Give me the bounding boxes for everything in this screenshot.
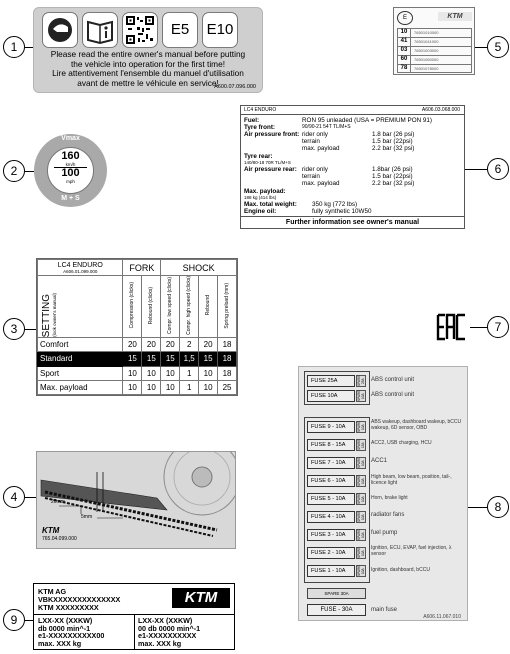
table-cell: 10 bbox=[142, 366, 161, 380]
label-footer: Further information see owner's manual bbox=[241, 216, 464, 228]
engine-oil-label: Engine oil: bbox=[244, 208, 277, 215]
fuse-6: FUSE 6 - 10A bbox=[307, 475, 355, 487]
vmax-title: Vmax bbox=[61, 135, 80, 142]
fuse-description: High beam, low beam, position, tail-, licence light bbox=[371, 474, 452, 486]
table-cell: 15 bbox=[123, 352, 142, 366]
setting-table bbox=[37, 259, 237, 395]
table-cell: 10 bbox=[199, 366, 218, 380]
label-part-number: A606.03.068.000 bbox=[421, 107, 460, 113]
spare-fuse: SPARE 10A bbox=[357, 421, 365, 432]
list-item: 60 76501060000 bbox=[397, 55, 472, 64]
warning-line: the vehicle into operation for the first time! bbox=[70, 58, 226, 69]
table-cell: 20 bbox=[161, 338, 180, 352]
tyre-front-value: 90/90-21 54T TL/M+S bbox=[302, 124, 351, 130]
spare-fuse: SPARE 15A bbox=[357, 439, 365, 450]
table-cell: 10 bbox=[142, 380, 161, 394]
list-item: 41 76501041000 bbox=[397, 37, 472, 46]
mph-unit: mph bbox=[66, 179, 75, 184]
mud-snow-marking: M + S bbox=[61, 195, 80, 202]
plate-line: LXX-XX (XXKW) bbox=[38, 616, 93, 625]
fuse-description: radiator fans bbox=[371, 512, 405, 518]
warning-line: Please read the entire owner's manual before putting bbox=[50, 49, 246, 59]
spare-main-fuse: SPARE 30A bbox=[307, 588, 366, 599]
table-cell: 20 bbox=[199, 338, 218, 352]
callout-3: 3 bbox=[3, 318, 25, 340]
warning-line: Lire attentivement l'ensemble du manuel d'utilisation bbox=[52, 68, 244, 78]
pressure-mode: rider only bbox=[302, 131, 328, 138]
callout-6: 6 bbox=[487, 158, 509, 180]
fuse-4: FUSE 4 - 10A bbox=[307, 511, 355, 523]
fuel-badge-e5: E5 bbox=[162, 12, 198, 48]
vehicle-identification-plate bbox=[33, 583, 235, 650]
fuse-2: FUSE 2 - 10A bbox=[307, 547, 355, 559]
table-cell: 1 bbox=[180, 366, 199, 380]
pressure-mode: max. payload bbox=[302, 180, 340, 187]
column-header: Rebound (clicks) bbox=[142, 276, 161, 338]
callout-1: 1 bbox=[3, 36, 25, 58]
type-approval-label bbox=[393, 7, 475, 75]
spare-fuse: SPARE 10A bbox=[357, 475, 365, 486]
fork-header: FORK bbox=[123, 260, 161, 276]
table-cell: 1,5 bbox=[180, 352, 199, 366]
label-header bbox=[241, 106, 464, 115]
vehicle-type: KTM XXXXXXXXX bbox=[38, 603, 99, 612]
pressure-mode: terrain bbox=[302, 173, 320, 180]
callout-7: 7 bbox=[487, 316, 509, 338]
table-cell: 10 bbox=[123, 380, 142, 394]
table-cell: 25 bbox=[218, 380, 237, 394]
model-title: LC4 ENDURO bbox=[57, 261, 103, 269]
suspension-setting-table bbox=[36, 258, 238, 396]
dimension-20mm: 20mm bbox=[51, 499, 65, 505]
leader-line bbox=[470, 327, 487, 328]
table-row-highlighted bbox=[38, 352, 237, 366]
fuse-description: ACC1 bbox=[371, 458, 388, 464]
kmh-unit: km/h bbox=[54, 162, 87, 168]
table-cell: 1 bbox=[180, 380, 199, 394]
table-row bbox=[38, 366, 237, 380]
spare-fuse: SPARE 10A bbox=[357, 547, 365, 558]
fuse-1: FUSE 1 - 10A bbox=[307, 565, 355, 577]
pressure-value: 1.5 bar (22psi) bbox=[372, 138, 413, 145]
eac-mark-icon bbox=[436, 313, 468, 341]
approval-rows bbox=[397, 28, 472, 73]
fuse-description: ACC2, USB charging, HCU bbox=[371, 440, 432, 446]
fuse-description: ABS wakeup, dashboard wakeup, bCCU wakeup, 6D sensor, OBD bbox=[371, 419, 462, 431]
fuse-description: ABS control unit bbox=[371, 392, 415, 398]
tyre-front-label: Tyre front: bbox=[244, 124, 276, 131]
max-payload-value: 188 kg (414 lbs) bbox=[244, 195, 277, 200]
label-part-number: A600.07.096.000 bbox=[214, 84, 256, 90]
leader-line bbox=[25, 171, 34, 172]
table-cell: 15 bbox=[142, 352, 161, 366]
leader-line bbox=[465, 169, 487, 170]
row-name: Max. payload bbox=[38, 380, 123, 394]
spare-fuse: SPARE 10A bbox=[357, 565, 365, 576]
swingarm-chain-illustration bbox=[37, 452, 235, 548]
fuse-9: FUSE 9 - 10A bbox=[307, 421, 355, 433]
row-name: Sport bbox=[38, 366, 123, 380]
setting-label-cell bbox=[38, 276, 123, 338]
table-cell: 10 bbox=[161, 380, 180, 394]
mph-value: 100 bbox=[61, 167, 80, 179]
table-cell: 10 bbox=[161, 366, 180, 380]
plate-line: db 0000 min^-1 bbox=[38, 623, 91, 633]
plate-line: max. XXX kg bbox=[138, 638, 182, 648]
column-header: Spring preload (mm) bbox=[218, 276, 237, 338]
fuel-value: RON 95 unleaded (USA = PREMIUM PON 91) bbox=[302, 117, 433, 124]
qr-code-icon bbox=[122, 12, 158, 48]
table-row bbox=[38, 380, 237, 394]
pressure-mode: max. payload bbox=[302, 145, 340, 152]
plate-line: max. XXX kg bbox=[38, 638, 82, 648]
table-cell: 2 bbox=[180, 338, 199, 352]
callout-8: 8 bbox=[487, 496, 509, 518]
fuse-7: FUSE 7 - 10A bbox=[307, 457, 355, 469]
fuse-description: fuel pump bbox=[371, 530, 398, 536]
plate-line: 00 db 0000 min^-1 bbox=[138, 623, 201, 633]
pressure-value: 1.8 bar (26 psi) bbox=[372, 131, 415, 138]
callout-2: 2 bbox=[3, 160, 25, 182]
pressure-mode: rider only bbox=[302, 166, 328, 173]
fuse-box-label bbox=[298, 366, 468, 621]
tyre-rear-label: Tyre rear: bbox=[244, 153, 273, 160]
tyre-rear-value: 140/80-18 70R TL/M+S bbox=[244, 160, 291, 165]
setting-label: SETTING bbox=[41, 293, 52, 337]
speed-inner-disc bbox=[47, 147, 94, 194]
pressure-value: 1.5 bar (22psi) bbox=[372, 173, 413, 180]
brand-logo: KTM bbox=[42, 526, 60, 535]
fuse-description: main fuse bbox=[371, 607, 398, 613]
column-header: Compr. low speed (clicks) bbox=[161, 276, 180, 338]
fuse-3: FUSE 3 - 10A bbox=[307, 529, 355, 541]
leader-line bbox=[25, 329, 36, 330]
leader-line bbox=[25, 620, 33, 621]
pressure-mode: terrain bbox=[302, 138, 320, 145]
table-part-number: A606.01.099.000 bbox=[63, 268, 98, 274]
brand-logo: KTM bbox=[438, 12, 472, 21]
plate-right-column bbox=[138, 617, 200, 647]
plate-line: e1-XXXXXXXXXX00 bbox=[38, 631, 105, 641]
manual-info-icon bbox=[82, 12, 118, 48]
fuse-description: Horn, brake light bbox=[371, 495, 408, 501]
plate-line: e1-XXXXXXXXXX bbox=[138, 631, 197, 641]
max-weight-value: 350 kg (772 lbs) bbox=[312, 201, 358, 208]
label-part-number: A606.11.067.010 bbox=[423, 614, 461, 620]
fuse-5: FUSE 5 - 10A bbox=[307, 493, 355, 505]
pressure-value: 2.2 bar (32 psi) bbox=[372, 145, 415, 152]
pressure-value: 1.8bar (26 psi) bbox=[372, 166, 413, 173]
setting-sub-label: (look owner's manual) bbox=[52, 293, 57, 337]
spare-fuse: SPARE 10A bbox=[357, 529, 365, 540]
shock-header: SHOCK bbox=[161, 260, 237, 276]
list-item: 78 76501078000 bbox=[397, 64, 472, 73]
column-header: Compr. high speed (clicks) bbox=[180, 276, 199, 338]
table-cell: 20 bbox=[142, 338, 161, 352]
list-item: 10 76501010000 bbox=[397, 28, 472, 37]
vin-number: VBKXXXXXXXXXXXXXX bbox=[38, 595, 121, 604]
callout-5: 5 bbox=[487, 36, 509, 58]
fuse-description: Ignition, ECU, EVAP, fuel injection, λ sensor bbox=[371, 545, 452, 557]
fuel-label: Fuel: bbox=[244, 117, 260, 124]
table-title-cell bbox=[38, 260, 123, 276]
column-header: Compression (clicks) bbox=[123, 276, 142, 338]
fuel-badge-e10: E10 bbox=[202, 12, 238, 48]
label-part-number: 765.04.099.000 bbox=[42, 536, 77, 542]
dimension-5mm: 5mm bbox=[81, 514, 93, 520]
callout-4: 4 bbox=[3, 486, 25, 508]
helmet-icon bbox=[42, 12, 78, 48]
fuse-8: FUSE 8 - 15A bbox=[307, 439, 355, 451]
warning-line: avant de mettre le véhicule en service! bbox=[77, 77, 219, 88]
plate-left-column bbox=[38, 617, 104, 647]
table-cell: 10 bbox=[123, 366, 142, 380]
max-weight-label: Max. total weight: bbox=[244, 201, 297, 208]
max-payload-label: Max. payload: bbox=[244, 188, 286, 195]
callout-9: 9 bbox=[3, 609, 25, 631]
table-cell: 18 bbox=[218, 338, 237, 352]
leader-line bbox=[25, 47, 33, 48]
warning-text bbox=[38, 50, 258, 88]
table-row bbox=[38, 338, 237, 352]
spare-fuse: SPARE 25A bbox=[357, 375, 365, 386]
air-pressure-front-label: Air pressure front: bbox=[244, 131, 300, 138]
row-name: Standard bbox=[38, 352, 123, 366]
leader-line bbox=[25, 497, 36, 498]
eac-conformity-mark bbox=[436, 313, 468, 341]
table-cell: 15 bbox=[161, 352, 180, 366]
leader-line bbox=[475, 47, 487, 48]
leader-line bbox=[468, 507, 487, 508]
kmh-value: 160 bbox=[61, 150, 80, 162]
row-name: Comfort bbox=[38, 338, 123, 352]
model-name: LC4 ENDURO bbox=[244, 107, 277, 113]
tyre-fuel-info-label bbox=[240, 105, 465, 229]
divider bbox=[134, 614, 135, 650]
e-mark-icon: E bbox=[397, 11, 413, 25]
warning-label-owners-manual bbox=[33, 7, 263, 93]
pressure-value: 2.2 bar (32 psi) bbox=[372, 180, 415, 187]
table-cell: 18 bbox=[218, 352, 237, 366]
column-header: Rebound bbox=[199, 276, 218, 338]
spare-fuse: SPARE 10A bbox=[357, 511, 365, 522]
fuse-description: ABS control unit bbox=[371, 377, 415, 383]
engine-oil-value: fully synthetic 10W50 bbox=[312, 208, 372, 215]
fuse-description: Ignition, dashboard, bCCU bbox=[371, 567, 430, 573]
table-cell: 10 bbox=[199, 380, 218, 394]
table-cell: 18 bbox=[218, 366, 237, 380]
fuse-25a: FUSE 25A bbox=[307, 375, 355, 387]
spare-fuse: SPARE 10A bbox=[357, 493, 365, 504]
fuse-10a: FUSE 10A bbox=[307, 390, 355, 402]
table-cell: 20 bbox=[123, 338, 142, 352]
list-item: 03 76501003000 bbox=[397, 46, 472, 55]
vmax-speed-label bbox=[34, 134, 107, 207]
table-cell: 15 bbox=[199, 352, 218, 366]
spare-fuse: SPARE 10A bbox=[357, 457, 365, 468]
plate-line: LXX-XX (XXKW) bbox=[138, 616, 193, 625]
manufacturer-name: KTM AG bbox=[38, 587, 67, 596]
spare-fuse: SPARE 10A bbox=[357, 390, 365, 401]
chain-tension-label bbox=[36, 451, 236, 549]
air-pressure-rear-label: Air pressure rear: bbox=[244, 166, 297, 173]
main-fuse: FUSE - 30A bbox=[307, 604, 366, 616]
brand-logo: KTM bbox=[172, 588, 230, 608]
